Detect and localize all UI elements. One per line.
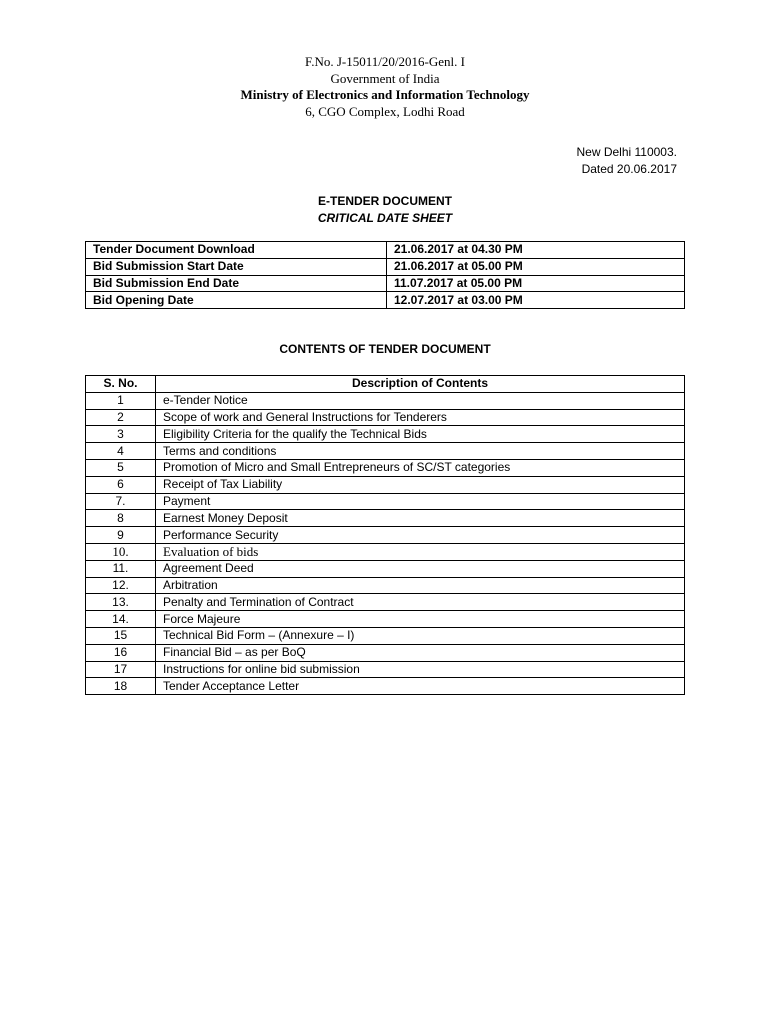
row-description: Terms and conditions	[156, 443, 685, 460]
table-row	[86, 510, 685, 527]
row-sno: 12.	[86, 577, 156, 594]
date-label: Bid Submission End Date	[86, 275, 387, 292]
row-sno: 16	[86, 644, 156, 661]
table-row	[86, 543, 685, 560]
row-description: Technical Bid Form – (Annexure – I)	[156, 627, 685, 644]
table-row	[86, 678, 685, 695]
table-row	[86, 275, 685, 292]
row-description: Agreement Deed	[156, 560, 685, 577]
contents-table	[85, 375, 685, 695]
table-row	[86, 443, 685, 460]
row-description: Eligibility Criteria for the qualify the Technical Bids	[156, 426, 685, 443]
government-name: Government of India	[330, 70, 440, 86]
critical-date-table	[85, 241, 685, 309]
row-sno: 6	[86, 476, 156, 493]
row-sno: 8	[86, 510, 156, 527]
table-row	[86, 560, 685, 577]
table-row	[86, 493, 685, 510]
table-row	[86, 594, 685, 611]
row-sno: 2	[86, 409, 156, 426]
table-row	[86, 258, 685, 275]
date-value: 21.06.2017 at 05.00 PM	[387, 258, 685, 275]
table-row	[86, 644, 685, 661]
file-number: F.No. J-15011/20/2016-Genl. I	[305, 54, 465, 69]
row-description: Penalty and Termination of Contract	[156, 594, 685, 611]
place-date-block	[576, 144, 677, 178]
table-row	[86, 611, 685, 628]
row-description: Receipt of Tax Liability	[156, 476, 685, 493]
row-description: Scope of work and General Instructions for Tenderers	[156, 409, 685, 426]
row-sno: 1	[86, 392, 156, 409]
date-value: 12.07.2017 at 03.00 PM	[387, 292, 685, 309]
table-row	[86, 577, 685, 594]
table-row	[86, 292, 685, 309]
date-label: Bid Submission Start Date	[86, 258, 387, 275]
ministry-name: Ministry of Electronics and Information Technology	[240, 87, 530, 102]
row-sno: 13.	[86, 594, 156, 611]
row-sno: 11.	[86, 560, 156, 577]
table-row	[86, 242, 685, 259]
row-sno: 5	[86, 459, 156, 476]
date-value: 11.07.2017 at 05.00 PM	[387, 275, 685, 292]
row-description: Payment	[156, 493, 685, 510]
date-label: Tender Document Download	[86, 242, 387, 259]
row-sno: 18	[86, 678, 156, 695]
sno-header: S. No.	[86, 376, 156, 393]
date-label: Bid Opening Date	[86, 292, 387, 309]
table-row	[86, 409, 685, 426]
row-description: Instructions for online bid submission	[156, 661, 685, 678]
row-description: Arbitration	[156, 577, 685, 594]
table-row	[86, 476, 685, 493]
table-row	[86, 459, 685, 476]
row-description: Earnest Money Deposit	[156, 510, 685, 527]
document-subtitle: CRITICAL DATE SHEET	[317, 211, 453, 225]
table-row	[86, 392, 685, 409]
table-row	[86, 661, 685, 678]
row-sno: 3	[86, 426, 156, 443]
row-description: Promotion of Micro and Small Entrepreneurs of SC/ST categories	[156, 459, 685, 476]
date: Dated 20.06.2017	[581, 162, 677, 176]
place: New Delhi 110003.	[576, 145, 677, 159]
document-title: E-TENDER DOCUMENT	[318, 194, 452, 208]
letterhead	[0, 54, 770, 120]
row-sno: 15	[86, 627, 156, 644]
date-value: 21.06.2017 at 04.30 PM	[387, 242, 685, 259]
table-row	[86, 426, 685, 443]
row-sno: 17	[86, 661, 156, 678]
row-sno: 4	[86, 443, 156, 460]
row-description: Evaluation of bids	[156, 543, 685, 560]
ministry-address: 6, CGO Complex, Lodhi Road	[305, 103, 465, 119]
table-header-row	[86, 376, 685, 393]
row-sno: 10.	[86, 543, 156, 560]
row-description: Tender Acceptance Letter	[156, 678, 685, 695]
document-title-block	[0, 193, 770, 227]
table-row	[86, 527, 685, 544]
row-description: Force Majeure	[156, 611, 685, 628]
description-header: Description of Contents	[156, 376, 685, 393]
contents-heading: CONTENTS OF TENDER DOCUMENT	[279, 342, 491, 356]
row-description: Financial Bid – as per BoQ	[156, 644, 685, 661]
row-description: e-Tender Notice	[156, 392, 685, 409]
row-sno: 9	[86, 527, 156, 544]
row-sno: 14.	[86, 611, 156, 628]
row-sno: 7.	[86, 493, 156, 510]
row-description: Performance Security	[156, 527, 685, 544]
table-row	[86, 627, 685, 644]
